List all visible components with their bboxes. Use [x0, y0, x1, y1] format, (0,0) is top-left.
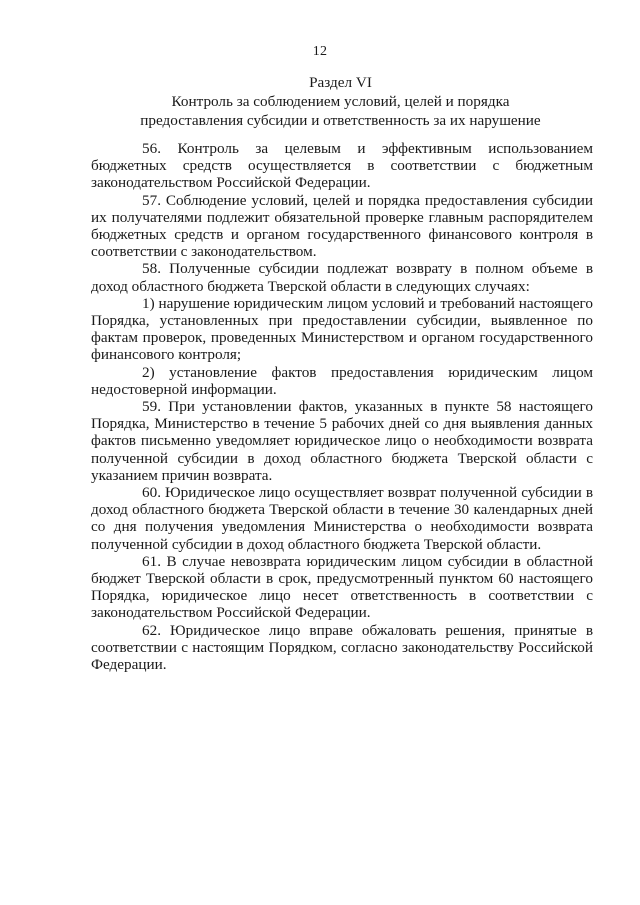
section-title-line-1: Контроль за соблюдением условий, целей и порядка: [171, 93, 510, 110]
paragraph-58: 58. Полученные субсидии подлежат возврату в полном объеме в доход областного бюджета Тверской области в следующих случаях:: [91, 260, 593, 295]
paragraph-60: 60. Юридическое лицо осуществляет возврат полученной субсидии в доход областного бюджета Тверской области в течение 30 календарных дней со дня получения уведомления Министерства о необходимости возврата полученной субсидии в доход областного бюджета Тверской области.: [91, 484, 593, 553]
section-title-line-2: предоставления субсидии и ответственность за их нарушение: [140, 112, 541, 129]
paragraph-58-item-1: 1) нарушение юридическим лицом условий и требований настоящего Порядка, установленных при предоставлении субсидии, выявленное по фактам проверок, проведенных Министерством и органом государственного финансового контроля;: [91, 294, 593, 364]
paragraph-56: 56. Контроль за целевым и эффективным использованием бюджетных средств осуществляется в соответствии с бюджетным законодательством Российской Федерации.: [91, 140, 593, 192]
paragraph-62: 62. Юридическое лицо вправе обжаловать решения, принятые в соответствии с настоящим Порядком, согласно законодательству Российской Федерации.: [91, 621, 593, 674]
paragraph-61: 61. В случае невозврата юридическим лицом субсидии в областной бюджет Тверской области в срок, предусмотренный пунктом 60 настоящего Порядка, юридическое лицо несет ответственность в соответствии с законодательством Российской Федерации.: [91, 552, 593, 622]
paragraph-58-item-2: 2) установление фактов предоставления юридическим лицом недостоверной информации.: [91, 363, 593, 398]
section-heading: [88, 73, 593, 130]
section-label: Раздел VI: [309, 74, 372, 91]
paragraph-57: 57. Соблюдение условий, целей и порядка предоставления субсидии их получателями подлежит обязательной проверке главным распорядителем бюджетных средств и органом государственного финансового контроля в соответствии с законодательством.: [91, 191, 593, 261]
paragraph-59: 59. При установлении фактов, указанных в пункте 58 настоящего Порядка, Министерство в течение 5 рабочих дней со дня выявления данных фактов письменно уведомляет юридическое лицо о необходимости возврата полученной субсидии в доход областного бюджета Тверской области с указанием причин возврата.: [91, 398, 593, 484]
page-number: 12: [312, 44, 328, 59]
section-body: [91, 140, 593, 673]
